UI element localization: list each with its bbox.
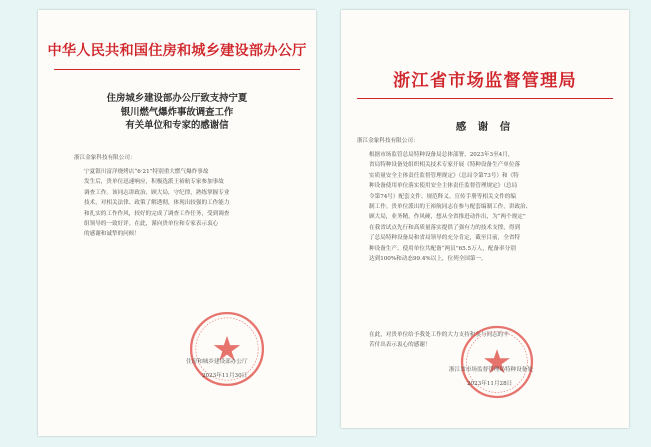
body-line: 组领导的一致好评。在此，谨向贵单位和专家表示衷心 (84, 221, 219, 228)
body-line: 令第74号）配套文件、规范释义、宣传手册等相关文件的编 (369, 193, 516, 200)
body-line: 技术，对相关法律、政策了解透彻，体现出较强的工作能力 (84, 200, 230, 207)
letter-date: 2023年11月28日 (467, 381, 513, 387)
body-line: 顾大局，业务精，作风硬，想从全省推进动作出，为“两个规定” (369, 214, 526, 221)
body-line: 苦付出表示衷心的感谢！ (369, 342, 431, 349)
body-line: 省局特种设备处组织相关技术专家开展《特种设备生产单位落 (369, 162, 521, 169)
body-line: 种设备生产、使用单位共配备“两员”65.5万人，配备率分别 (369, 245, 516, 252)
body-line: 和扎实的工作作风，较好的完成了调查工作任务，受到调查 (84, 210, 230, 217)
body-line: 种设备使用单位落实使用安全主体责任监督管理规定》（总局 (369, 183, 518, 190)
letterhead-red-rule (54, 69, 300, 70)
body-line: 达到100%和动态99.4%以上，位列全国第一。 (369, 256, 487, 263)
body-line: 调查工作。该同志讲政治、顾大局，守纪律，熟练掌握专业 (84, 189, 230, 196)
left-letter-page (38, 10, 316, 436)
letter-body (74, 167, 280, 240)
body-line: 在我省试点先行和高质量落实提供了强有力的技术支撑，得到 (369, 224, 521, 231)
body-line: 的感谢和诚挚的问候！ (84, 231, 140, 238)
body-line: 了总局特种设备局和省局领导的充分肯定，截至目前，全省特 (369, 235, 521, 242)
body-line: 根据市场监管总局特种设备局总体部署，2023年3至4月， (369, 152, 514, 158)
letterhead-ministry: 中华人民共和国住房和城乡建设部办公厅 (47, 43, 307, 59)
title-line: 有关单位和专家的感谢信 (125, 120, 229, 132)
letter-issuer: 住房和城乡建设部办公厅 (186, 359, 248, 365)
body-line: 实质量安全主体责任监督管理规定》（总局令第73号）和《特 (369, 172, 519, 179)
body-line: 宁夏银川富洋烧烤店“6·21”特别重大燃气爆炸事故 (84, 169, 209, 175)
title-line: 银川燃气爆炸事故调查工作 (120, 106, 234, 118)
body-line: 发生后，贵单位迅速响应，积极选派王裕航专家参加事故 (84, 179, 224, 186)
body-line: 制工作。贵单位派出的王裕航同志在参与配套编制工作，讲政治、 (369, 204, 532, 211)
letter-greeting: 浙江金象科技有限公司： (357, 138, 419, 144)
letter-body (357, 150, 615, 264)
letter-title: 感 谢 信 (455, 121, 515, 133)
letter-greeting: 浙江金象科技有限公司： (74, 155, 136, 161)
body-line: 在此，对贵单位给予我处工作的大力支持和参与同志的辛 (369, 332, 509, 338)
letter-issuer: 浙江省市场监督管理局特种设备处 (449, 367, 533, 373)
title-line: 住房城乡建设部办公厅致支持宁夏 (106, 93, 248, 104)
letter-date: 2023年11月30日 (202, 373, 248, 379)
letterhead-bureau: 浙江省市场监督管理局 (393, 71, 577, 91)
right-letter-page (341, 10, 629, 428)
letterhead-red-rule (357, 98, 613, 99)
letter-title (38, 92, 316, 133)
